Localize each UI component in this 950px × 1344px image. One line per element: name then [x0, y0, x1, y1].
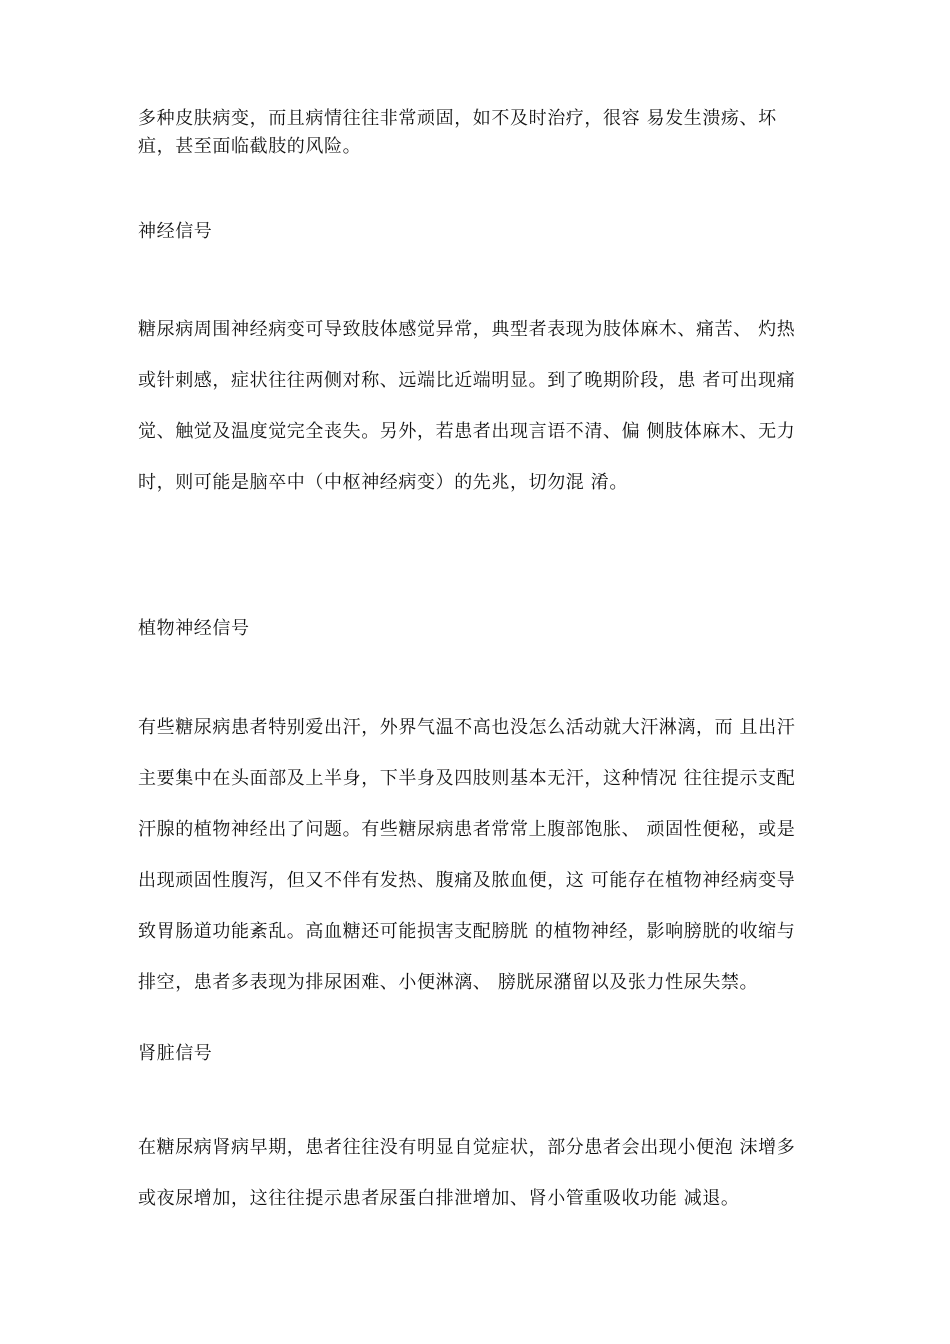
paragraph-line: 主要集中在头面部及上半身，下半身及四肢则基本无汗，这种情况 往往提示支配 [138, 768, 796, 789]
paragraph-line: 致胃肠道功能紊乱。高血糖还可能损害支配膀胱 的植物神经，影响膀胱的收缩与 [138, 921, 796, 942]
kidney-paragraph [138, 1122, 828, 1224]
paragraph-line: 或针刺感，症状往往两侧对称、远端比近端明显。到了晚期阶段，患 者可出现痛 [138, 370, 796, 391]
section-heading-kidney: 肾脏信号 [138, 1043, 213, 1064]
paragraph-line: 有些糖尿病患者特别爱出汗，外界气温不高也没怎么活动就大汗淋漓，而 且出汗 [138, 717, 796, 738]
nerve-paragraph [138, 304, 828, 508]
paragraph-line: 多种皮肤病变，而且病情往往非常顽固，如不及时治疗，很容 易发生溃疡、坏 [138, 108, 777, 129]
paragraph-line: 排空，患者多表现为排尿困难、小便淋漓、 膀胱尿潴留以及张力性尿失禁。 [138, 972, 759, 993]
section-heading-autonomic: 植物神经信号 [138, 618, 250, 639]
section-heading-nerve: 神经信号 [138, 221, 213, 242]
paragraph-line: 汗腺的植物神经出了问题。有些糖尿病患者常常上腹部饱胀、 顽固性便秘，或是 [138, 819, 796, 840]
paragraph-line: 时，则可能是脑卒中（中枢神经病变）的先兆，切勿混 淆。 [138, 472, 628, 493]
paragraph-line: 在糖尿病肾病早期，患者往往没有明显自觉症状，部分患者会出现小便泡 沫增多 [138, 1137, 796, 1158]
paragraph-line: 糖尿病周围神经病变可导致肢体感觉异常，典型者表现为肢体麻木、痛苦、 灼热 [138, 319, 796, 340]
paragraph-line: 或夜尿增加，这往往提示患者尿蛋白排泄增加、肾小管重吸收功能 减退。 [138, 1188, 740, 1209]
paragraph-line: 出现顽固性腹泻，但又不伴有发热、腹痛及脓血便，这 可能存在植物神经病变导 [138, 870, 796, 891]
autonomic-paragraph [138, 702, 828, 1008]
paragraph-line: 疽，甚至面临截肢的风险。 [138, 136, 362, 157]
paragraph-line: 觉、触觉及温度觉完全丧失。另外，若患者出现言语不清、偏 侧肢体麻木、无力 [138, 421, 796, 442]
intro-paragraph [138, 105, 828, 161]
